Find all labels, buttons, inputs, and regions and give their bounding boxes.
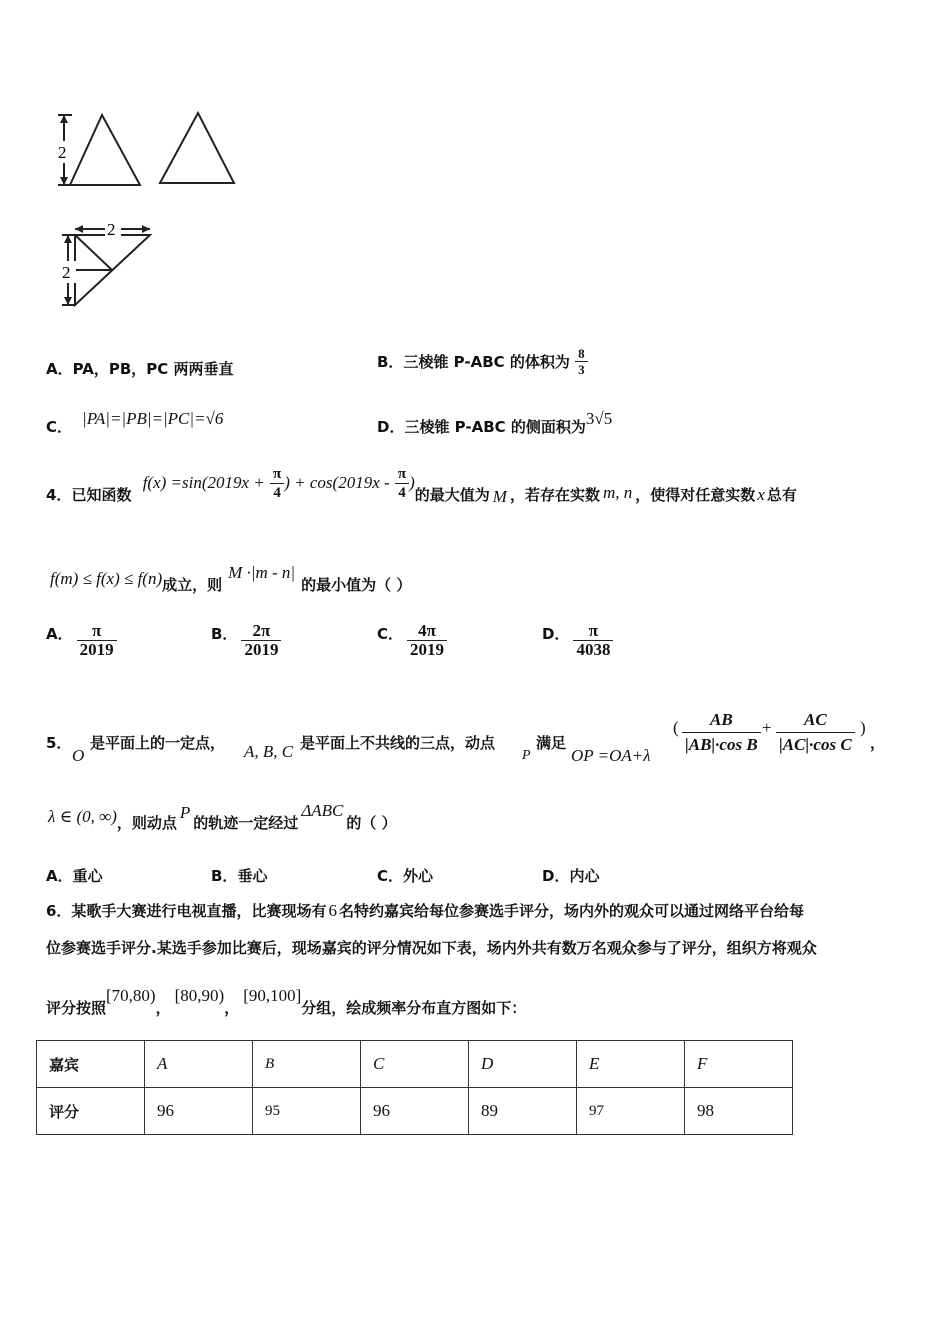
q5-text4: ，则动点	[116, 814, 177, 832]
q3-option-b-label: B．	[377, 353, 404, 371]
q5-plus: +	[762, 718, 772, 737]
q5-option-c	[377, 865, 433, 886]
q4-frac-2	[395, 465, 409, 502]
fraction-numerator: 8	[575, 346, 588, 362]
side-label: 2	[62, 263, 71, 282]
q3-option-b-text: 三棱锥 P-ABC 的体积为	[403, 353, 570, 371]
table-cell: A	[145, 1041, 253, 1088]
fraction-numerator: π	[573, 622, 613, 641]
table-cell: 96	[145, 1088, 253, 1135]
q6-line3-b: 分组，绘成频率分布直方图如下：	[301, 999, 527, 1017]
q6-line1	[46, 900, 804, 921]
q5-text2: 是平面上不共线的三点，动点	[300, 734, 496, 752]
option-text: 外心	[403, 867, 434, 885]
table-cell: C	[361, 1041, 469, 1088]
q4-option-a	[46, 622, 117, 659]
option-label: B．	[211, 867, 238, 885]
three-view-figure	[50, 105, 250, 315]
q4-func-part2: ) + cos(2019x -	[284, 473, 390, 492]
table-cell: D	[469, 1041, 577, 1088]
option-fraction	[77, 622, 117, 659]
q4-options	[46, 622, 666, 668]
table-cell: F	[685, 1041, 793, 1088]
q5-options	[46, 865, 666, 887]
q5-P: P	[522, 748, 531, 763]
fraction-denominator: 2019	[79, 640, 114, 659]
side-view-triangle	[160, 113, 234, 183]
q6-line2: 位参赛选手评分.某选手参加比赛后，现场嘉宾的评分情况如下表，场内外共有数万名观众参与了评分，组织方将观众	[46, 939, 817, 957]
q3-option-d-label: D．	[377, 418, 405, 436]
q4-frac-1	[270, 465, 284, 502]
q3-option-d	[377, 408, 613, 436]
q4-text1: 的最大值为	[414, 486, 490, 504]
table-cell: 98	[685, 1088, 793, 1135]
q4-func-close: )	[409, 473, 415, 492]
q5-O: O	[72, 746, 85, 765]
q5-comma: ，	[870, 734, 886, 752]
q6-separator: ，	[224, 999, 240, 1017]
q4-stem-line1	[46, 465, 797, 506]
q3-option-d-text: 三棱锥 P-ABC 的侧面积为	[404, 418, 586, 436]
fraction-numerator: 2π	[241, 622, 281, 641]
option-text: 内心	[569, 867, 600, 885]
q5-equation-lhs: OP =OA+λ	[571, 746, 651, 765]
q3-option-a-label: A．	[46, 360, 73, 378]
q5-text1: 是平面上的一定点，	[90, 734, 226, 752]
q3-option-c-label: C．	[46, 418, 73, 436]
q5-fraction-1	[682, 708, 761, 757]
option-text: 重心	[72, 867, 103, 885]
q4-inequality: f(m) ≤ f(x) ≤ f(n)	[50, 569, 163, 588]
option-label: A．	[46, 867, 73, 885]
fraction-denominator: 2019	[410, 640, 445, 659]
q5-fraction-2	[776, 708, 855, 757]
q3-option-a-text: PA，PB，PC 两两垂直	[72, 360, 234, 378]
q4-lead: 已知函数	[71, 486, 132, 504]
q4-stem-line2	[50, 563, 412, 594]
fraction-numerator: AC	[776, 708, 855, 733]
q6-line3-a: 评分按照	[46, 999, 107, 1017]
q4-text4: 总有	[766, 486, 797, 504]
table-row	[37, 1088, 793, 1135]
table-row	[37, 1041, 793, 1088]
fraction-numerator: π	[395, 465, 409, 484]
table-row-header: 嘉宾	[37, 1041, 145, 1088]
q4-M: M	[492, 487, 507, 506]
fraction-denominator: 4	[398, 485, 406, 501]
option-label: C．	[377, 625, 404, 643]
q5-stem-line2	[48, 801, 397, 832]
q5-text5: 的轨迹一定经过	[193, 814, 299, 832]
option-fraction	[407, 622, 447, 659]
q4-mn: m, n	[602, 483, 633, 502]
q6-interval-3: [90,100]	[243, 986, 302, 1005]
fraction-denominator: 4	[273, 485, 281, 501]
q4-option-d	[542, 622, 613, 659]
option-text: 垂心	[237, 867, 268, 885]
q5-option-b	[211, 865, 267, 886]
q6-line1-b: 名特约嘉宾给每位参赛选手评分，场内外的观众可以通过网络平台给每	[338, 902, 804, 920]
height-label: 2	[58, 143, 67, 162]
table-cell: 97	[577, 1088, 685, 1135]
fraction-denominator: 3	[578, 362, 585, 377]
q4-x: x	[757, 485, 765, 504]
q4-func-part1: f(x) =sin(2019x +	[142, 473, 265, 492]
q6-six: 6	[328, 901, 337, 920]
q4-text6: 的最小值为（ ）	[301, 576, 412, 594]
q6-line1-a: 6．某歌手大赛进行电视直播，比赛现场有	[46, 902, 327, 920]
q3-option-a	[46, 358, 234, 379]
q4-text2: ，若存在实数	[509, 486, 600, 504]
q5-triangle: ΔABC	[301, 801, 344, 820]
fraction-numerator: 4π	[407, 622, 447, 641]
q5-number: 5．	[46, 734, 72, 752]
option-fraction	[241, 622, 281, 659]
q5-rparen: )	[860, 718, 866, 737]
q3-option-c	[46, 408, 224, 436]
q3-option-d-math: 3√5	[585, 409, 613, 428]
q5-option-d	[542, 865, 599, 886]
fraction-numerator: π	[270, 465, 284, 484]
option-label: A．	[46, 625, 73, 643]
q5-P2: P	[179, 803, 191, 822]
q5-text3: 满足	[536, 734, 567, 752]
table-row-header: 评分	[37, 1088, 145, 1135]
q5-text6: 的（ ）	[346, 814, 397, 832]
option-label: D．	[542, 867, 570, 885]
fraction-denominator: 2019	[244, 640, 279, 659]
fraction-numerator: AB	[682, 708, 761, 733]
q3-option-c-math: |PA|=|PB|=|PC|=√6	[82, 409, 224, 428]
q6-interval-1: [70,80)	[106, 986, 156, 1005]
table-cell: E	[577, 1041, 685, 1088]
q4-text5: 成立，则	[162, 576, 223, 594]
width-label: 2	[107, 220, 116, 239]
q4-option-b	[211, 622, 281, 659]
q5-lparen: (	[673, 718, 679, 737]
front-view-triangle	[70, 115, 140, 185]
fraction-denominator: |AB|·cos B	[685, 735, 758, 754]
q6-line3	[46, 985, 527, 1017]
q4-number: 4．	[46, 486, 72, 504]
q6-interval-2: [80,90)	[174, 986, 225, 1005]
fraction-denominator: |AC|·cos C	[779, 735, 852, 754]
q5-lambda-range: λ ∈ (0, ∞)	[48, 807, 117, 826]
q5-option-a	[46, 865, 103, 886]
q5-stem-line1	[46, 708, 926, 768]
q3-option-b	[377, 346, 588, 377]
option-label: C．	[377, 867, 404, 885]
table-cell: 89	[469, 1088, 577, 1135]
table-cell: 96	[361, 1088, 469, 1135]
q5-ABC: A, B, C	[244, 742, 294, 761]
option-label: D．	[542, 625, 570, 643]
table-cell: 95	[253, 1088, 361, 1135]
q4-expression: M ·|m - n|	[228, 563, 296, 582]
q4-text3: ，使得对任意实数	[635, 486, 756, 504]
option-label: B．	[211, 625, 238, 643]
q4-option-c	[377, 622, 447, 659]
fraction-denominator: 4038	[576, 640, 611, 659]
q3-option-b-fraction	[575, 346, 588, 377]
fraction-numerator: π	[77, 622, 117, 641]
q6-separator: ，	[155, 999, 171, 1017]
table-cell: B	[253, 1041, 361, 1088]
score-table	[36, 1040, 793, 1135]
option-fraction	[573, 622, 613, 659]
